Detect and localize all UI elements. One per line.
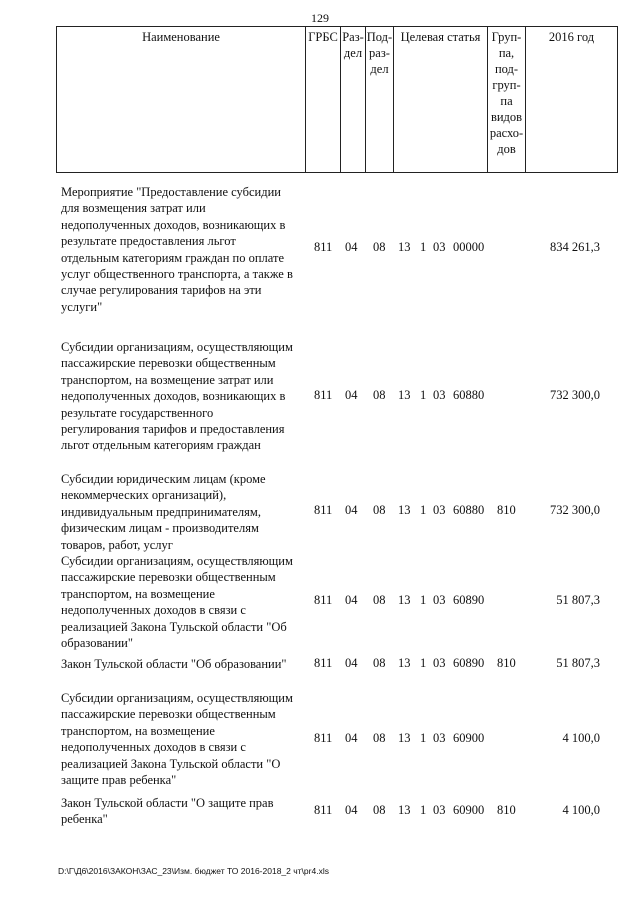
row-name: Субсидии организациям, осуществляющим пассажирские перевозки общественным транспортом, на возмещение недополученных доходов в связи с реализацией Закона Тульской области "О защите прав ребенка" — [61, 691, 293, 788]
row-podrazdel: 08 — [373, 593, 386, 607]
row-target-2: 1 — [420, 503, 427, 517]
row-target-1: 13 — [398, 388, 411, 402]
header-podrazdel: Под- раз- дел — [366, 30, 393, 76]
row-target-3: 03 — [433, 803, 446, 817]
row-amount: 834 261,3 — [550, 240, 600, 254]
row-razdel: 04 — [345, 503, 358, 517]
row-amount: 732 300,0 — [550, 388, 600, 402]
row-target-2: 1 — [420, 803, 427, 817]
row-target-4: 60880 — [453, 503, 485, 517]
row-amount: 4 100,0 — [562, 803, 600, 817]
row-target-1: 13 — [398, 656, 411, 670]
row-target-2: 1 — [420, 593, 427, 607]
row-podrazdel: 08 — [373, 240, 386, 254]
row-grbs: 811 — [314, 240, 333, 254]
row-target-3: 03 — [433, 503, 446, 517]
row-grbs: 811 — [314, 731, 333, 745]
row-amount: 732 300,0 — [550, 503, 600, 517]
row-target-2: 1 — [420, 240, 427, 254]
row-razdel: 04 — [345, 803, 358, 817]
row-target-3: 03 — [433, 731, 446, 745]
row-podrazdel: 08 — [373, 503, 386, 517]
row-grbs: 811 — [314, 803, 333, 817]
row-target-2: 1 — [420, 656, 427, 670]
row-target-4: 60880 — [453, 388, 485, 402]
row-name: Закон Тульской области "О защите прав ребенка" — [61, 796, 274, 827]
row-razdel: 04 — [345, 731, 358, 745]
header-year: 2016 год — [548, 30, 595, 44]
row-group: 810 — [497, 656, 516, 670]
row-target-1: 13 — [398, 503, 411, 517]
row-amount: 4 100,0 — [562, 731, 600, 745]
row-target-4: 60890 — [453, 593, 485, 607]
row-target-2: 1 — [420, 731, 427, 745]
row-grbs: 811 — [314, 503, 333, 517]
row-target-1: 13 — [398, 240, 411, 254]
row-target-1: 13 — [398, 731, 411, 745]
row-target-1: 13 — [398, 593, 411, 607]
row-target-3: 03 — [433, 593, 446, 607]
row-grbs: 811 — [314, 593, 333, 607]
row-target-4: 60900 — [453, 803, 485, 817]
header-target: Целевая статья — [400, 30, 481, 44]
row-amount: 51 807,3 — [556, 656, 600, 670]
row-target-4: 00000 — [453, 240, 485, 254]
row-group: 810 — [497, 803, 516, 817]
row-name: Субсидии юридическим лицам (кроме некоммерческих организаций), индивидуальным предпринимателям, физическим лицам - производителям товаров, работ, услуг — [61, 472, 266, 552]
row-name: Субсидии организациям, осуществляющим пассажирские перевозки общественным транспортом, на возмещение недополученных доходов в связи с реализацией Закона Тульской области "Об образовании" — [61, 554, 293, 651]
row-razdel: 04 — [345, 656, 358, 670]
header-name: Наименование — [142, 30, 220, 44]
row-amount: 51 807,3 — [556, 593, 600, 607]
row-grbs: 811 — [314, 656, 333, 670]
row-target-4: 60900 — [453, 731, 485, 745]
row-razdel: 04 — [345, 593, 358, 607]
row-target-4: 60890 — [453, 656, 485, 670]
page-number: 129 — [311, 11, 329, 25]
header-grbs: ГРБС — [308, 30, 338, 44]
row-razdel: 04 — [345, 240, 358, 254]
row-group: 810 — [497, 503, 516, 517]
row-podrazdel: 08 — [373, 731, 386, 745]
row-grbs: 811 — [314, 388, 333, 402]
row-target-2: 1 — [420, 388, 427, 402]
row-target-3: 03 — [433, 240, 446, 254]
row-name: Субсидии организациям, осуществляющим пассажирские перевозки общественным транспортом, на возмещение затрат или недополученных доходов, возникающих в результате государственного регулирования тарифов и предоставления льгот отдельным категориям граждан — [61, 340, 293, 453]
row-podrazdel: 08 — [373, 388, 386, 402]
row-target-3: 03 — [433, 656, 446, 670]
row-podrazdel: 08 — [373, 656, 386, 670]
header-razdel: Раз- дел — [342, 30, 364, 60]
row-name: Закон Тульской области "Об образовании" — [61, 657, 287, 671]
file-path-footer: D:\Г\Д6\2016\ЗАКОН\ЗАС_23\Изм. бюджет ТО 2016-2018_2 чт\pr4.xls — [58, 866, 329, 876]
header-group: Груп- па, под- груп- па видов расхо- дов — [489, 30, 524, 156]
row-name: Мероприятие "Предоставление субсидии для возмещения затрат или недополученных доходов, возникающих в результате предоставления льгот отдельным категориям граждан по оплате услуг общественного транспорта, а также в случае регулирования тарифов на эти услуги" — [61, 185, 293, 314]
row-podrazdel: 08 — [373, 803, 386, 817]
row-razdel: 04 — [345, 388, 358, 402]
row-target-3: 03 — [433, 388, 446, 402]
row-target-1: 13 — [398, 803, 411, 817]
